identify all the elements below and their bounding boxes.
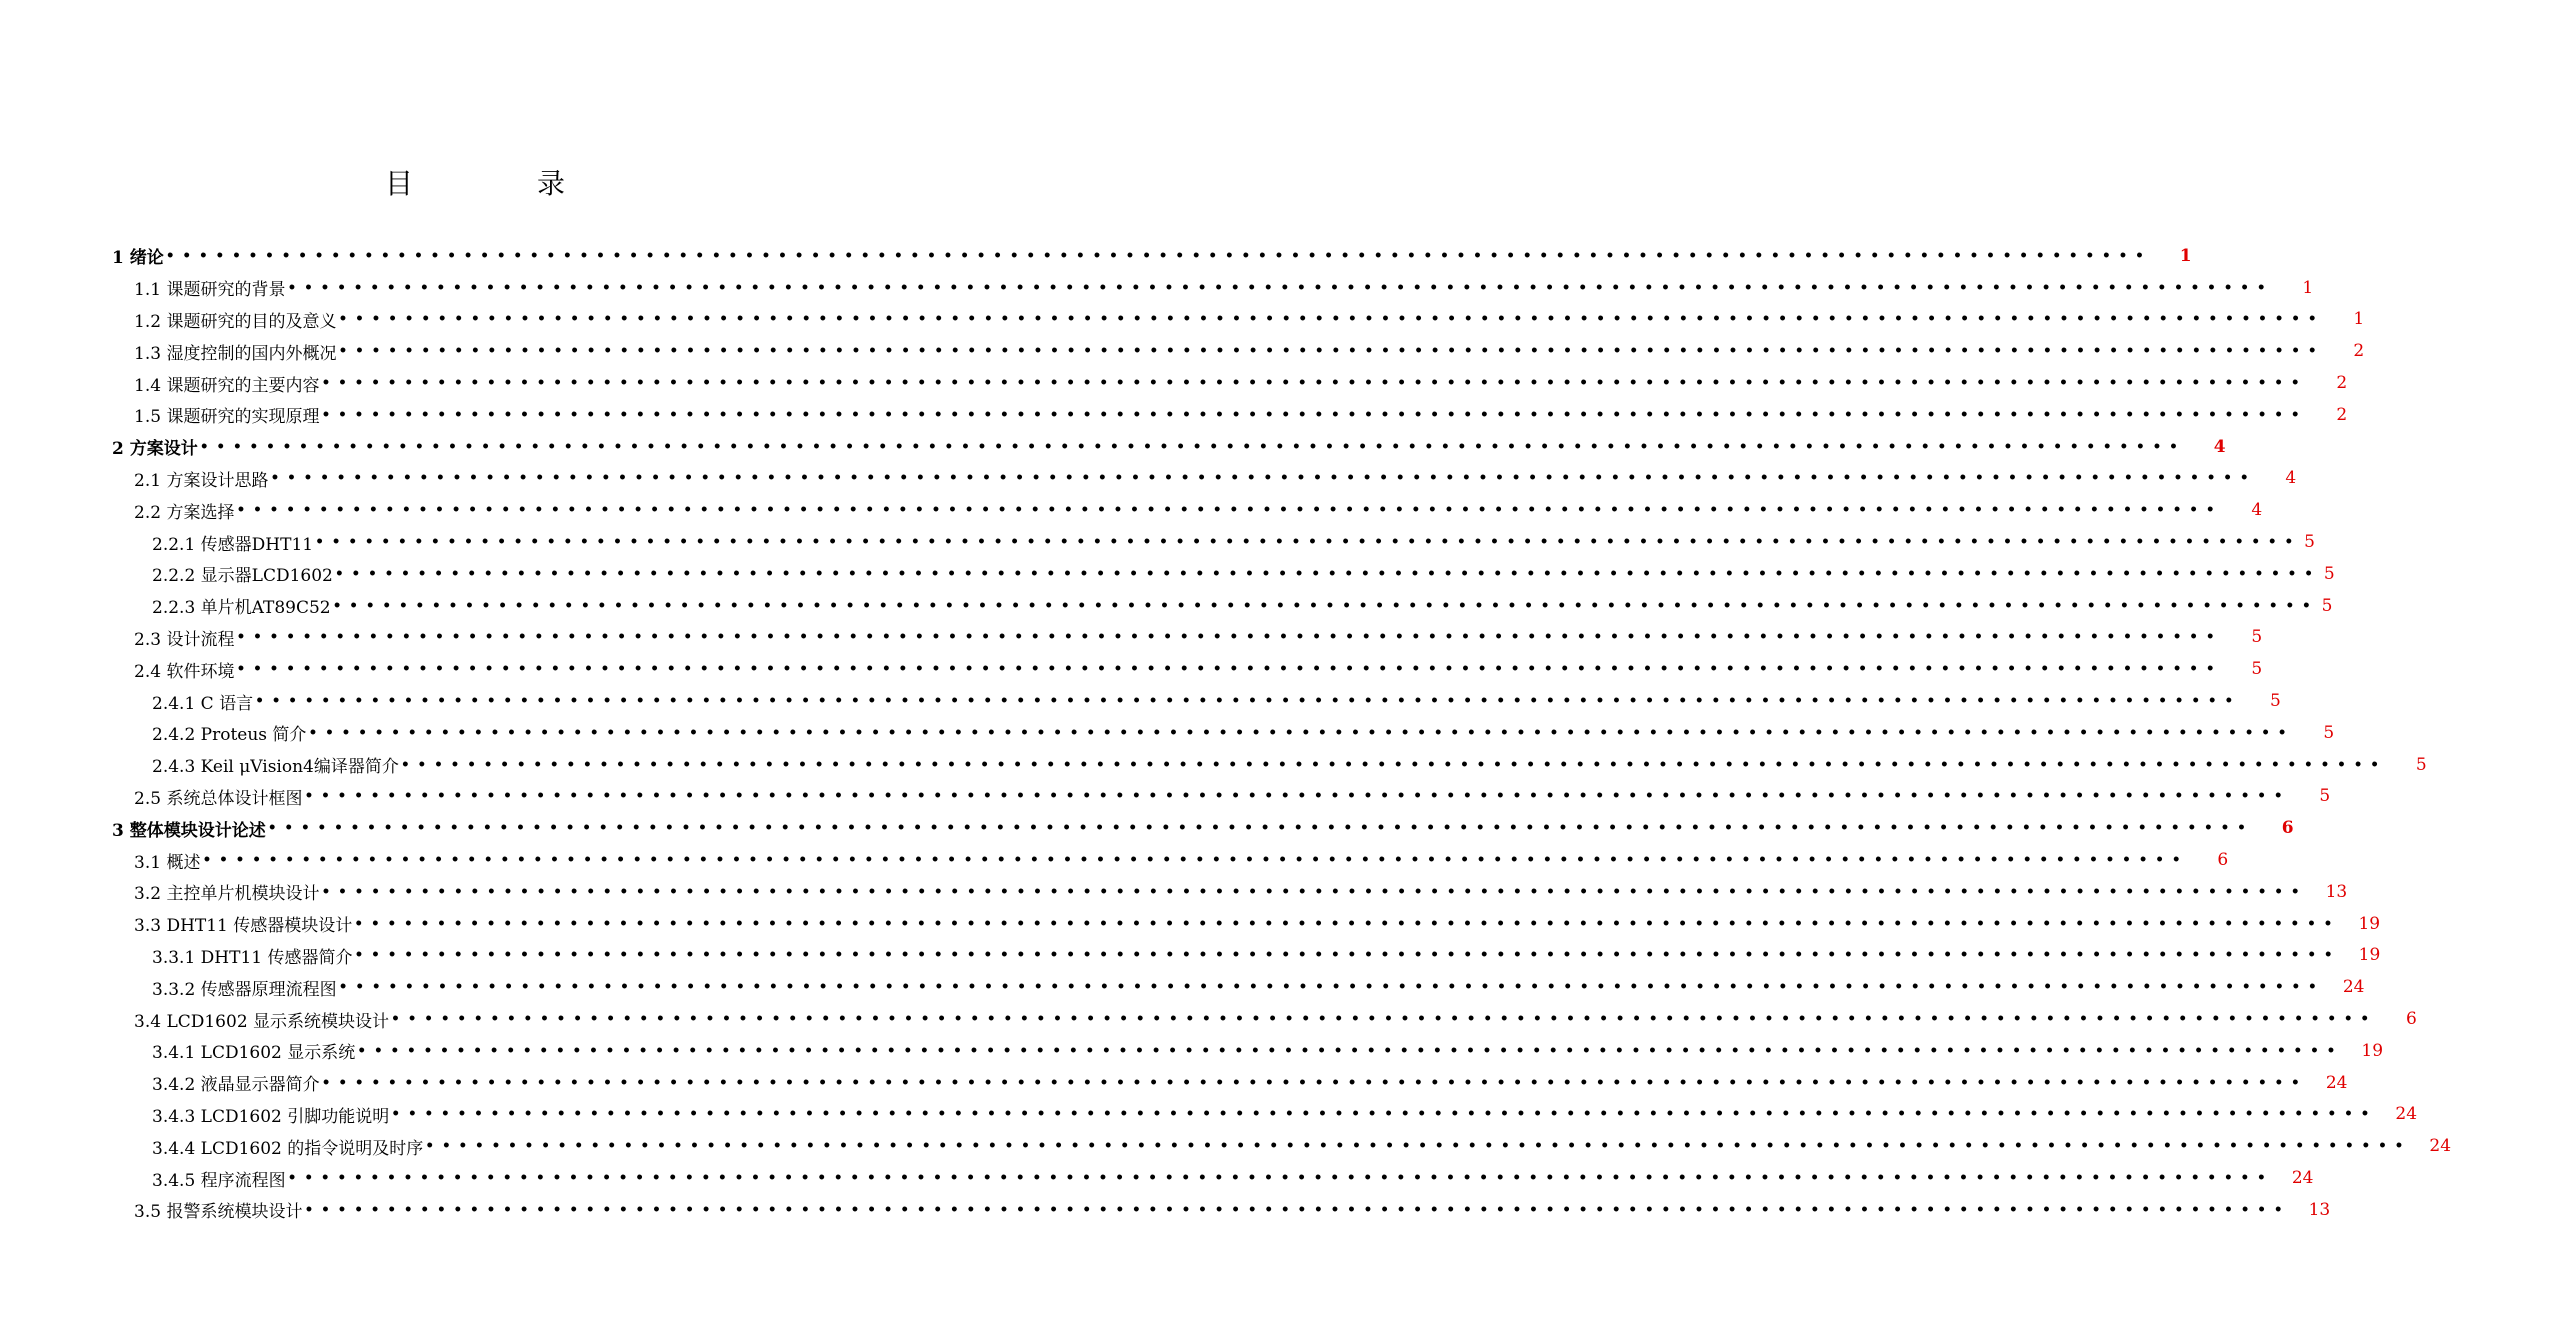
toc-entry-label: 1.5 课题研究的实现原理 bbox=[134, 407, 320, 428]
dot-leader: •••••••••••••••••••••••••••••••••••••••••••••••••••••••••••••••••••••••••••••••••••••••••••••••••••••••••••••••••••••••• bbox=[321, 406, 2308, 423]
dot-leader: •••••••••••••••••••••••••••••••••••••••••••••••••••••••••••••••••••••••••••••••••••••••••••••••••••••••••••••••••••••••• bbox=[391, 1106, 2378, 1123]
page-title: 目 录 bbox=[384, 167, 613, 200]
toc-entry-label: 3 整体模块设计论述 bbox=[112, 820, 266, 841]
dot-leader: •••••••••••••••••••••••••••••••••••••••••••••••••••••••••••••••••••••••••••••••••••••••••••••••••••••••••••••••••••••••• bbox=[236, 661, 2223, 678]
toc-entry-page-number: 2 bbox=[2336, 404, 2348, 425]
toc-entry-page-number: 19 bbox=[2358, 945, 2381, 966]
toc-entry[interactable] bbox=[0, 1162, 2314, 1194]
toc-entry-page-number: 5 bbox=[2415, 754, 2427, 775]
dot-leader: •••••••••••••••••••••••••••••••••••••••••••••••••••••••••••••••••••••••••••••••••••••••••••••••••••••••••••••••••••••••• bbox=[334, 565, 2321, 582]
toc-entry[interactable] bbox=[0, 876, 2348, 908]
toc-entry-label: 2.3 设计流程 bbox=[134, 629, 235, 650]
toc-entry[interactable] bbox=[0, 272, 2314, 304]
toc-entry-page-number: 4 bbox=[2285, 468, 2297, 489]
dot-leader: •••••••••••••••••••••••••••••••••••••••••••••••••••••••••••••••••••••••••••••••••••••••••••••••••••••••••••••••••••••••• bbox=[338, 311, 2325, 328]
toc-entry[interactable] bbox=[0, 1067, 2348, 1099]
toc-entry-page-number: 1 bbox=[2302, 277, 2314, 298]
dot-leader: •••••••••••••••••••••••••••••••••••••••••••••••••••••••••••••••••••••••••••••••••••••••••••••••••••••••••••••••••••••••• bbox=[308, 724, 2295, 741]
toc-entry-label: 2.2.2 显示器LCD1602 bbox=[152, 566, 333, 587]
toc-entry[interactable] bbox=[0, 304, 2365, 336]
toc-entry-label: 3.3.2 传感器原理流程图 bbox=[152, 979, 337, 1000]
dot-leader: •••••••••••••••••••••••••••••••••••••••••••••••••••••••••••••••••••••••••••••••••••••••••••••••••••••••••••••••••••••••• bbox=[287, 279, 2274, 296]
toc-entry-label: 3.4.4 LCD1602 的指令说明及时序 bbox=[152, 1138, 424, 1159]
toc-entry-label: 3.1 概述 bbox=[134, 852, 201, 873]
table-of-contents bbox=[0, 240, 2452, 1226]
dot-leader: •••••••••••••••••••••••••••••••••••••••••••••••••••••••••••••••••••••••••••••••••••••••••••••••••••••••••••••••••••••••• bbox=[321, 1074, 2308, 1091]
toc-entry[interactable] bbox=[0, 590, 2333, 622]
toc-entry[interactable] bbox=[0, 971, 2365, 1003]
dot-leader: •••••••••••••••••••••••••••••••••••••••••••••••••••••••••••••••••••••••••••••••••••••••••••••••••••••••••••••••••••••••• bbox=[357, 1042, 2344, 1059]
dot-leader: •••••••••••••••••••••••••••••••••••••••••••••••••••••••••••••••••••••••••••••••••••••••••••••••••••••••••••••••••••••••• bbox=[304, 788, 2291, 805]
toc-entry-page-number: 5 bbox=[2323, 563, 2335, 584]
dot-leader: •••••••••••••••••••••••••••••••••••••••••••••••••••••••••••••••••••••••••••••••••••••••••••••••••••••••••••••••••••••••• bbox=[400, 756, 2387, 773]
toc-entry[interactable] bbox=[0, 399, 2348, 431]
toc-entry-page-number: 6 bbox=[2281, 818, 2294, 839]
toc-entry[interactable] bbox=[0, 240, 2192, 272]
toc-entry-page-number: 19 bbox=[2361, 1040, 2384, 1061]
toc-entry-label: 1.3 湿度控制的国内外概况 bbox=[134, 343, 337, 364]
toc-entry[interactable] bbox=[0, 781, 2331, 813]
dot-leader: •••••••••••••••••••••••••••••••••••••••••••••••••••••••••••••••••••••••••••••••••••••••••••••••••••••••••••••••••••••••• bbox=[354, 915, 2341, 932]
toc-entry[interactable] bbox=[0, 526, 2315, 558]
dot-leader: •••••••••••••••••••••••••••••••••••••••••••••••••••••••••••••••••••••••••••••••••••••••••••••••••••••••••••••••••••••••• bbox=[236, 502, 2223, 519]
toc-entry-page-number: 24 bbox=[2291, 1168, 2314, 1188]
toc-entry[interactable] bbox=[0, 463, 2297, 495]
toc-entry-label: 3.4.3 LCD1602 引脚功能说明 bbox=[152, 1106, 390, 1127]
dot-leader: •••••••••••••••••••••••••••••••••••••••••••••••••••••••••••••••••••••••••••••••••••••••••••••••••••••••••••••••••••••••• bbox=[267, 820, 2254, 837]
dot-leader: •••••••••••••••••••••••••••••••••••••••••••••••••••••••••••••••••••••••••••••••••••••••••••••••••••••••••••••••••••••••• bbox=[165, 247, 2152, 264]
dot-leader: •••••••••••••••••••••••••••••••••••••••••••••••••••••••••••••••••••••••••••••••••••••••••••••••••••••••••••••••••••••••• bbox=[199, 438, 2186, 455]
toc-entry-label: 3.4.5 程序流程图 bbox=[152, 1170, 286, 1191]
toc-entry-label: 2.4.3 Keil μVision4编译器简介 bbox=[152, 757, 399, 778]
toc-entry[interactable] bbox=[0, 1003, 2417, 1035]
toc-entry-page-number: 2 bbox=[2336, 373, 2348, 394]
toc-entry-label: 2.4 软件环境 bbox=[134, 661, 235, 682]
toc-entry-page-number: 24 bbox=[2429, 1136, 2452, 1157]
toc-entry-page-number: 1 bbox=[2179, 245, 2192, 266]
toc-entry-page-number: 5 bbox=[2319, 786, 2331, 807]
toc-entry[interactable] bbox=[0, 1130, 2452, 1162]
dot-leader: •••••••••••••••••••••••••••••••••••••••••••••••••••••••••••••••••••••••••••••••••••••••••••••••••••••••••••••••••••••••• bbox=[354, 947, 2341, 964]
toc-entry-page-number: 13 bbox=[2325, 881, 2348, 902]
toc-entry-page-number: 5 bbox=[2270, 691, 2281, 712]
dot-leader: •••••••••••••••••••••••••••••••••••••••••••••••••••••••••••••••••••••••••••••••••••••••••••••••••••••••••••••••••••••••• bbox=[202, 852, 2189, 869]
toc-entry[interactable] bbox=[0, 494, 2263, 526]
toc-entry-label: 3.3 DHT11 传感器模块设计 bbox=[134, 916, 353, 937]
toc-entry[interactable] bbox=[0, 908, 2381, 940]
toc-entry-label: 3.4.2 液晶显示器简介 bbox=[152, 1075, 320, 1096]
dot-leader: •••••••••••••••••••••••••••••••••••••••••••••••••••••••••••••••••••••••••••••••••••••••••••••••••••••••••••••••••••••••• bbox=[425, 1138, 2412, 1155]
toc-entry[interactable] bbox=[0, 1035, 2384, 1067]
dot-leader: •••••••••••••••••••••••••••••••••••••••••••••••••••••••••••••••••••••••••••••••••••••••••••••••••••••••••••••••••••••••• bbox=[287, 1170, 2274, 1186]
toc-entry[interactable] bbox=[0, 685, 2281, 717]
toc-entry-label: 3.3.1 DHT11 传感器简介 bbox=[152, 947, 353, 968]
dot-leader: •••••••••••••••••••••••••••••••••••••••••••••••••••••••••••••••••••••••••••••••••••••••••••••••••••••••••••••••••••••••• bbox=[321, 375, 2308, 392]
toc-entry-label: 2.2.1 传感器DHT11 bbox=[152, 534, 314, 555]
toc-entry-page-number: 24 bbox=[2325, 1072, 2348, 1093]
dot-leader: •••••••••••••••••••••••••••••••••••••••••••••••••••••••••••••••••••••••••••••••••••••••••••••••••••••••••••••••••••••••• bbox=[255, 693, 2241, 710]
toc-entry-page-number: 4 bbox=[2251, 500, 2263, 521]
toc-entry-label: 2.4.2 Proteus 简介 bbox=[152, 725, 307, 746]
toc-entry-page-number: 5 bbox=[2304, 532, 2315, 553]
toc-entry-page-number: 1 bbox=[2353, 309, 2365, 330]
toc-entry[interactable] bbox=[0, 622, 2263, 654]
toc-entry[interactable] bbox=[0, 844, 2229, 876]
dot-leader: •••••••••••••••••••••••••••••••••••••••••••••••••••••••••••••••••••••••••••••••••••••••••••••••••••••••••••••••••••••••• bbox=[321, 883, 2308, 900]
toc-entry-label: 3.4 LCD1602 显示系统模块设计 bbox=[134, 1011, 390, 1032]
toc-entry-page-number: 5 bbox=[2321, 595, 2333, 616]
toc-entry-page-number: 5 bbox=[2251, 627, 2263, 648]
toc-entry[interactable] bbox=[0, 558, 2335, 590]
toc-entry-page-number: 19 bbox=[2358, 913, 2381, 934]
toc-entry-label: 1 绪论 bbox=[112, 248, 164, 269]
toc-entry-label: 1.2 课题研究的目的及意义 bbox=[134, 311, 337, 332]
toc-entry[interactable] bbox=[0, 812, 2294, 844]
toc-entry-page-number: 24 bbox=[2342, 977, 2365, 998]
dot-leader: •••••••••••••••••••••••••••••••••••••••••••••••••••••••••••••••••••••••••••••••••••••••••••••••••••••••••••••••••••••••• bbox=[391, 1011, 2377, 1028]
toc-entry-label: 2.1 方案设计思路 bbox=[134, 470, 269, 491]
toc-entry-page-number: 6 bbox=[2217, 850, 2229, 871]
dot-leader: •••••••••••••••••••••••••••••••••••••••••••••••••••••••••••••••••••••••••••••••••••••••••••••••••••••••••••••••••••••••• bbox=[304, 1201, 2291, 1218]
toc-entry[interactable] bbox=[0, 1099, 2418, 1131]
dot-leader: •••••••••••••••••••••••••••••••••••••••••••••••••••••••••••••••••••••••••••••••••••••••••••••••••••••••••••••••••••••••• bbox=[332, 597, 2319, 614]
toc-entry-label: 3.4.1 LCD1602 显示系统 bbox=[152, 1043, 356, 1064]
toc-entry-label: 2.2.3 单片机AT89C52 bbox=[152, 598, 331, 619]
toc-entry-label: 1.1 课题研究的背景 bbox=[134, 280, 286, 301]
dot-leader: •••••••••••••••••••••••••••••••••••••••••••••••••••••••••••••••••••••••••••••••••••••••••••••••••••••••••••••••••••••••• bbox=[236, 629, 2223, 646]
toc-entry[interactable] bbox=[0, 335, 2365, 367]
toc-entry[interactable] bbox=[0, 749, 2427, 781]
toc-entry-page-number: 6 bbox=[2406, 1009, 2417, 1030]
dot-leader: •••••••••••••••••••••••••••••••••••••••••••••••••••••••••••••••••••••••••••••••••••••••••••••••••••••••••••••••••••••••• bbox=[338, 343, 2325, 360]
toc-entry[interactable] bbox=[0, 653, 2263, 685]
toc-entry-label: 3.5 报警系统模块设计 bbox=[134, 1202, 303, 1223]
toc-entry-label: 3.2 主控单片机模块设计 bbox=[134, 884, 320, 905]
toc-entry[interactable] bbox=[0, 940, 2381, 972]
toc-entry[interactable] bbox=[0, 717, 2335, 749]
toc-entry-label: 2.4.1 C 语言 bbox=[152, 693, 254, 714]
toc-entry-page-number: 5 bbox=[2251, 659, 2263, 680]
toc-entry-label: 2 方案设计 bbox=[112, 439, 198, 460]
dot-leader: •••••••••••••••••••••••••••••••••••••••••••••••••••••••••••••••••••••••••••••••••••••••••••••••••••••••••••••••••••••••• bbox=[338, 979, 2325, 996]
toc-entry-page-number: 2 bbox=[2353, 341, 2365, 362]
toc-entry-page-number: 13 bbox=[2308, 1199, 2331, 1220]
toc-entry-label: 1.4 课题研究的主要内容 bbox=[134, 375, 320, 396]
toc-entry-label: 2.5 系统总体设计框图 bbox=[134, 788, 303, 809]
toc-entry[interactable] bbox=[0, 431, 2226, 463]
toc-entry-label: 2.2 方案选择 bbox=[134, 502, 235, 523]
toc-entry[interactable] bbox=[0, 367, 2348, 399]
toc-entry-page-number: 4 bbox=[2213, 436, 2226, 457]
dot-leader: •••••••••••••••••••••••••••••••••••••••••••••••••••••••••••••••••••••••••••••••••••••••••••••••••••••••••••••••••••••••• bbox=[270, 470, 2257, 487]
toc-entry[interactable] bbox=[0, 1194, 2331, 1226]
toc-entry-page-number: 24 bbox=[2395, 1104, 2418, 1125]
toc-entry-page-number: 5 bbox=[2323, 722, 2335, 743]
dot-leader: •••••••••••••••••••••••••••••••••••••••••••••••••••••••••••••••••••••••••••••••••••••••••••••••••••••••••••••••••••••••• bbox=[315, 534, 2301, 551]
